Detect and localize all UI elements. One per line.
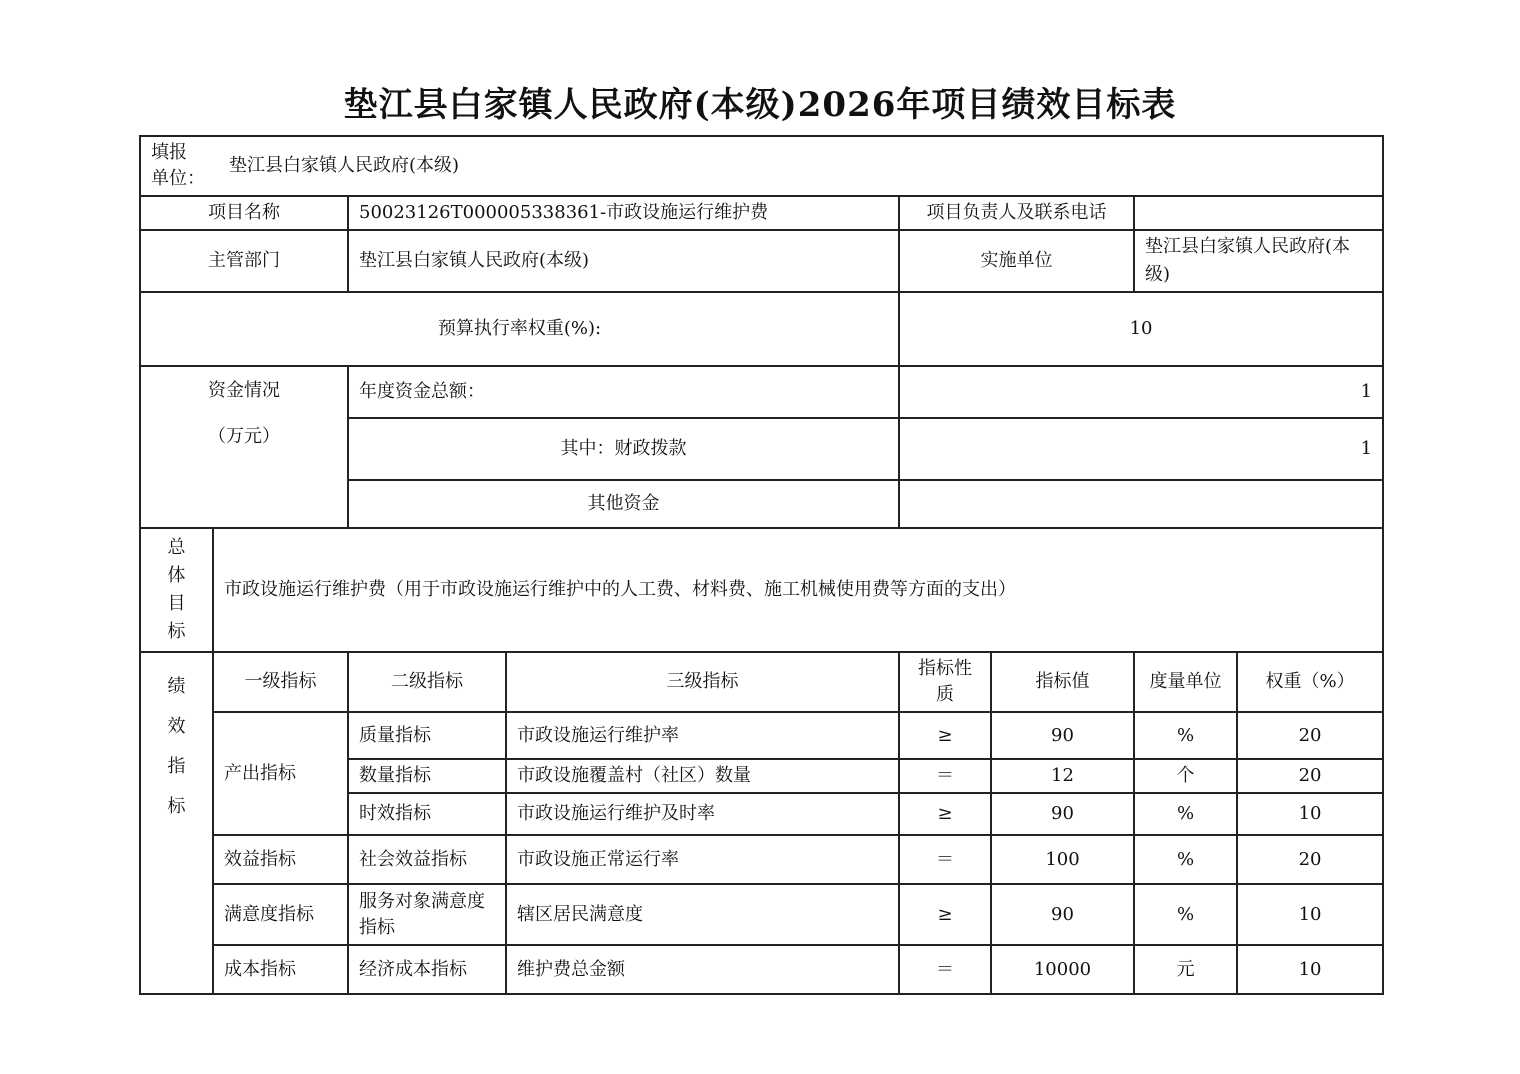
performance-target-table bbox=[139, 135, 1384, 995]
level2-cell: 质量指标 bbox=[348, 712, 506, 759]
unit-cell: % bbox=[1134, 884, 1237, 945]
reporting-unit-row bbox=[140, 136, 1383, 196]
level2-cell: 经济成本指标 bbox=[348, 945, 506, 994]
reporting-unit-cell bbox=[140, 136, 1383, 196]
project-name-row bbox=[140, 196, 1383, 230]
dept-label: 主管部门 bbox=[140, 230, 348, 292]
value-cell: 10000 bbox=[991, 945, 1134, 994]
nature-cell: ≥ bbox=[899, 712, 991, 759]
header-value: 指标值 bbox=[991, 652, 1134, 712]
funds-total-row bbox=[140, 366, 1383, 418]
value-cell: 90 bbox=[991, 884, 1134, 945]
unit-cell: % bbox=[1134, 835, 1237, 884]
budget-weight-label: 预算执行率权重(%): bbox=[140, 292, 899, 366]
header-level1: 一级指标 bbox=[213, 652, 348, 712]
department-row bbox=[140, 230, 1383, 292]
table-row bbox=[140, 712, 1383, 759]
nature-cell: ≥ bbox=[899, 793, 991, 835]
funds-fiscal-label: 其中：财政拨款 bbox=[348, 418, 899, 480]
weight-cell: 10 bbox=[1237, 945, 1383, 994]
impl-value: 垫江县白家镇人民政府(本级) bbox=[1134, 230, 1383, 292]
funds-fiscal-value: 1 bbox=[899, 418, 1383, 480]
value-cell: 12 bbox=[991, 759, 1134, 793]
manager-label: 项目负责人及联系电话 bbox=[899, 196, 1134, 230]
group-satisfaction: 满意度指标 bbox=[213, 884, 348, 945]
group-cost: 成本指标 bbox=[213, 945, 348, 994]
weight-cell: 20 bbox=[1237, 712, 1383, 759]
weight-cell: 20 bbox=[1237, 759, 1383, 793]
project-name-label: 项目名称 bbox=[140, 196, 348, 230]
funds-total-value: 1 bbox=[899, 366, 1383, 418]
impl-label: 实施单位 bbox=[899, 230, 1134, 292]
manager-value bbox=[1134, 196, 1383, 230]
table-row bbox=[140, 945, 1383, 994]
indicator-header-row bbox=[140, 652, 1383, 712]
nature-cell: ≥ bbox=[899, 884, 991, 945]
value-cell: 90 bbox=[991, 793, 1134, 835]
header-unit: 度量单位 bbox=[1134, 652, 1237, 712]
weight-cell: 20 bbox=[1237, 835, 1383, 884]
level2-cell: 时效指标 bbox=[348, 793, 506, 835]
reporting-unit-label: 填报 单位： bbox=[151, 142, 205, 189]
reporting-unit-value: 垫江县白家镇人民政府(本级) bbox=[229, 155, 460, 176]
page-title: 垫江县白家镇人民政府(本级)2026年项目绩效目标表 bbox=[343, 85, 1177, 125]
header-level3: 三级指标 bbox=[506, 652, 899, 712]
nature-cell: ＝ bbox=[899, 759, 991, 793]
level3-cell: 市政设施运行维护及时率 bbox=[506, 793, 899, 835]
unit-cell: 个 bbox=[1134, 759, 1237, 793]
weight-cell: 10 bbox=[1237, 884, 1383, 945]
budget-weight-row bbox=[140, 292, 1383, 366]
performance-label: 绩 效 指 标 bbox=[140, 652, 213, 994]
table-row bbox=[140, 884, 1383, 945]
unit-cell: % bbox=[1134, 712, 1237, 759]
overall-goal-label: 总 体 目 标 bbox=[140, 528, 213, 652]
funds-other-label: 其他资金 bbox=[348, 480, 899, 528]
group-output: 产出指标 bbox=[213, 712, 348, 835]
value-cell: 90 bbox=[991, 712, 1134, 759]
header-weight: 权重（%） bbox=[1237, 652, 1383, 712]
level3-cell: 维护费总金额 bbox=[506, 945, 899, 994]
nature-cell: ＝ bbox=[899, 835, 991, 884]
level3-cell: 市政设施覆盖村（社区）数量 bbox=[506, 759, 899, 793]
funds-total-label: 年度资金总额： bbox=[348, 366, 899, 418]
group-benefit: 效益指标 bbox=[213, 835, 348, 884]
project-name-value: 50023126T000005338361-市政设施运行维护费 bbox=[348, 196, 899, 230]
value-cell: 100 bbox=[991, 835, 1134, 884]
dept-value: 垫江县白家镇人民政府(本级) bbox=[348, 230, 899, 292]
funds-other-value bbox=[899, 480, 1383, 528]
level3-cell: 市政设施正常运行率 bbox=[506, 835, 899, 884]
table-row bbox=[140, 835, 1383, 884]
unit-cell: % bbox=[1134, 793, 1237, 835]
level3-cell: 市政设施运行维护率 bbox=[506, 712, 899, 759]
level2-cell: 社会效益指标 bbox=[348, 835, 506, 884]
funds-label: 资金情况 （万元） bbox=[140, 366, 348, 528]
nature-cell: ＝ bbox=[899, 945, 991, 994]
overall-goal-row bbox=[140, 528, 1383, 652]
budget-weight-value: 10 bbox=[899, 292, 1383, 366]
weight-cell: 10 bbox=[1237, 793, 1383, 835]
header-level2: 二级指标 bbox=[348, 652, 506, 712]
level2-cell: 服务对象满意度指标 bbox=[348, 884, 506, 945]
level3-cell: 辖区居民满意度 bbox=[506, 884, 899, 945]
overall-goal-text: 市政设施运行维护费（用于市政设施运行维护中的人工费、材料费、施工机械使用费等方面的支出） bbox=[213, 528, 1383, 652]
header-nature: 指标性质 bbox=[899, 652, 991, 712]
level2-cell: 数量指标 bbox=[348, 759, 506, 793]
unit-cell: 元 bbox=[1134, 945, 1237, 994]
